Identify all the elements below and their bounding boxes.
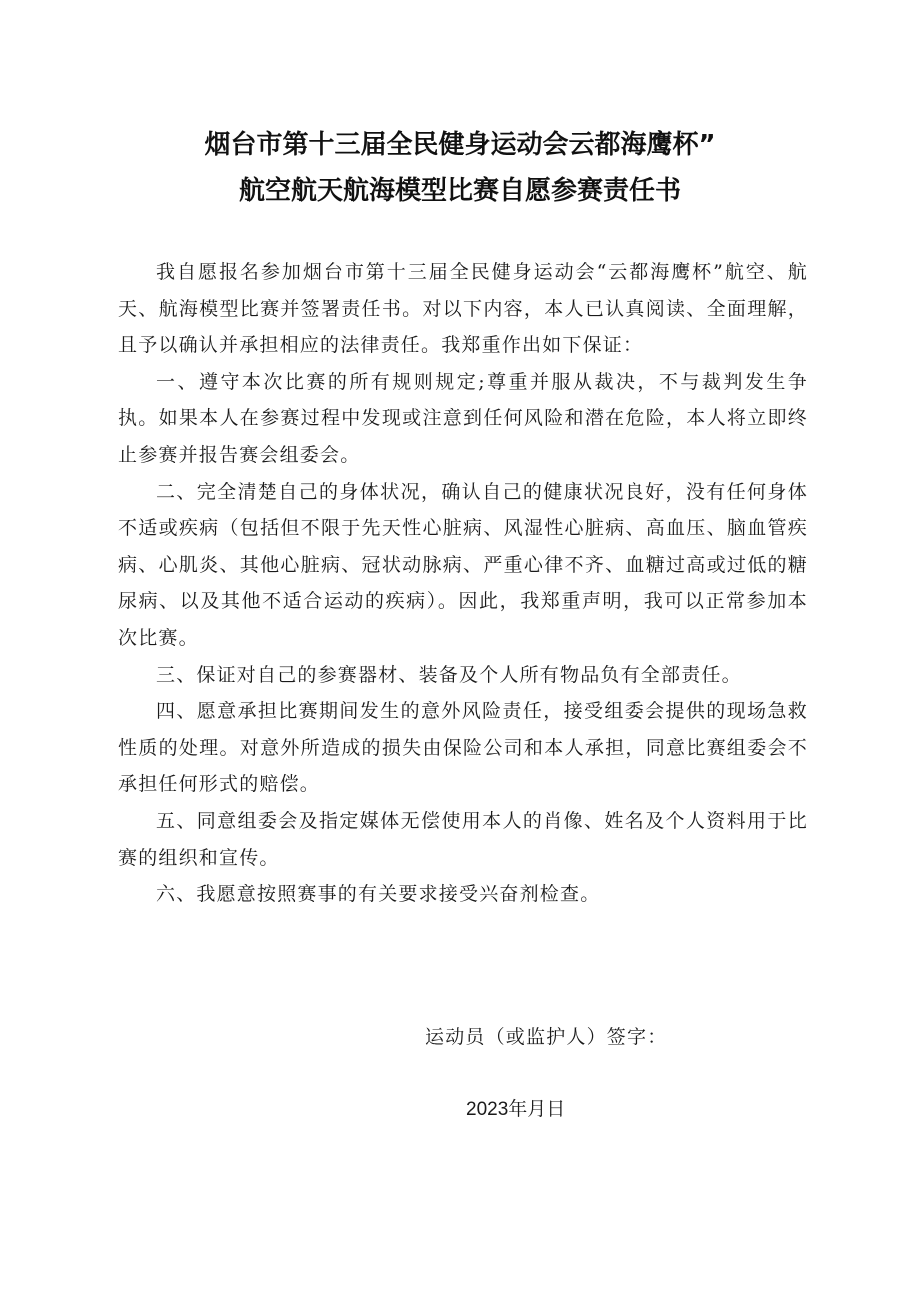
paragraph-clause-6: 六、我愿意按照赛事的有关要求接受兴奋剂检查。 <box>156 883 601 906</box>
paragraph-clause-1: 一、遵守本次比赛的所有规则规定;尊重并服从裁决，不与裁判发生争执。如果本人在参赛过程中发现或注意到任何风险和潜在危险，本人将立即终止参赛并报告赛会组委会。 <box>118 370 808 466</box>
document-body <box>118 254 808 913</box>
document-title-line-2: 航空航天航海模型比赛自愿参赛责任书 <box>238 176 681 206</box>
paragraph-clause-5: 五、同意组委会及指定媒体无偿使用本人的肖像、姓名及个人资料用于比赛的组织和宣传。 <box>118 809 808 869</box>
document-title-line-1: 烟台市第十三届全民健身运动会云都海鹰杯” <box>204 130 716 160</box>
paragraph-clause-3: 三、保证对自己的参赛器材、装备及个人所有物品负有全部责任。 <box>156 663 742 686</box>
date-line: 2023年月日 <box>466 1099 566 1120</box>
paragraph-clause-2: 二、完全清楚自己的身体状况，确认自己的健康状况良好，没有任何身体不适或疾病（包括但不限于先天性心脏病、风湿性心脏病、高血压、脑血管疾病、心肌炎、其他心脏病、冠状动脉病、严重心律不齐、血糖过高或过低的糖尿病、以及其他不适合运动的疾病）。因此，我郑重声明，我可以正常参加本次比赛。 <box>118 480 808 649</box>
paragraph-clause-4: 四、愿意承担比赛期间发生的意外风险责任，接受组委会提供的现场急救性质的处理。对意外所造成的损失由保险公司和本人承担，同意比赛组委会不承担任何形式的赔偿。 <box>118 700 808 796</box>
paragraph-intro: 我自愿报名参加烟台市第十三届全民健身运动会“云都海鹰杯”航空、航天、航海模型比赛并签署责任书。对以下内容，本人已认真阅读、全面理解，且予以确认并承担相应的法律责任。我郑重作出如下保证： <box>118 261 808 357</box>
signature-label: 运动员（或监护人）签字： <box>425 1026 668 1048</box>
